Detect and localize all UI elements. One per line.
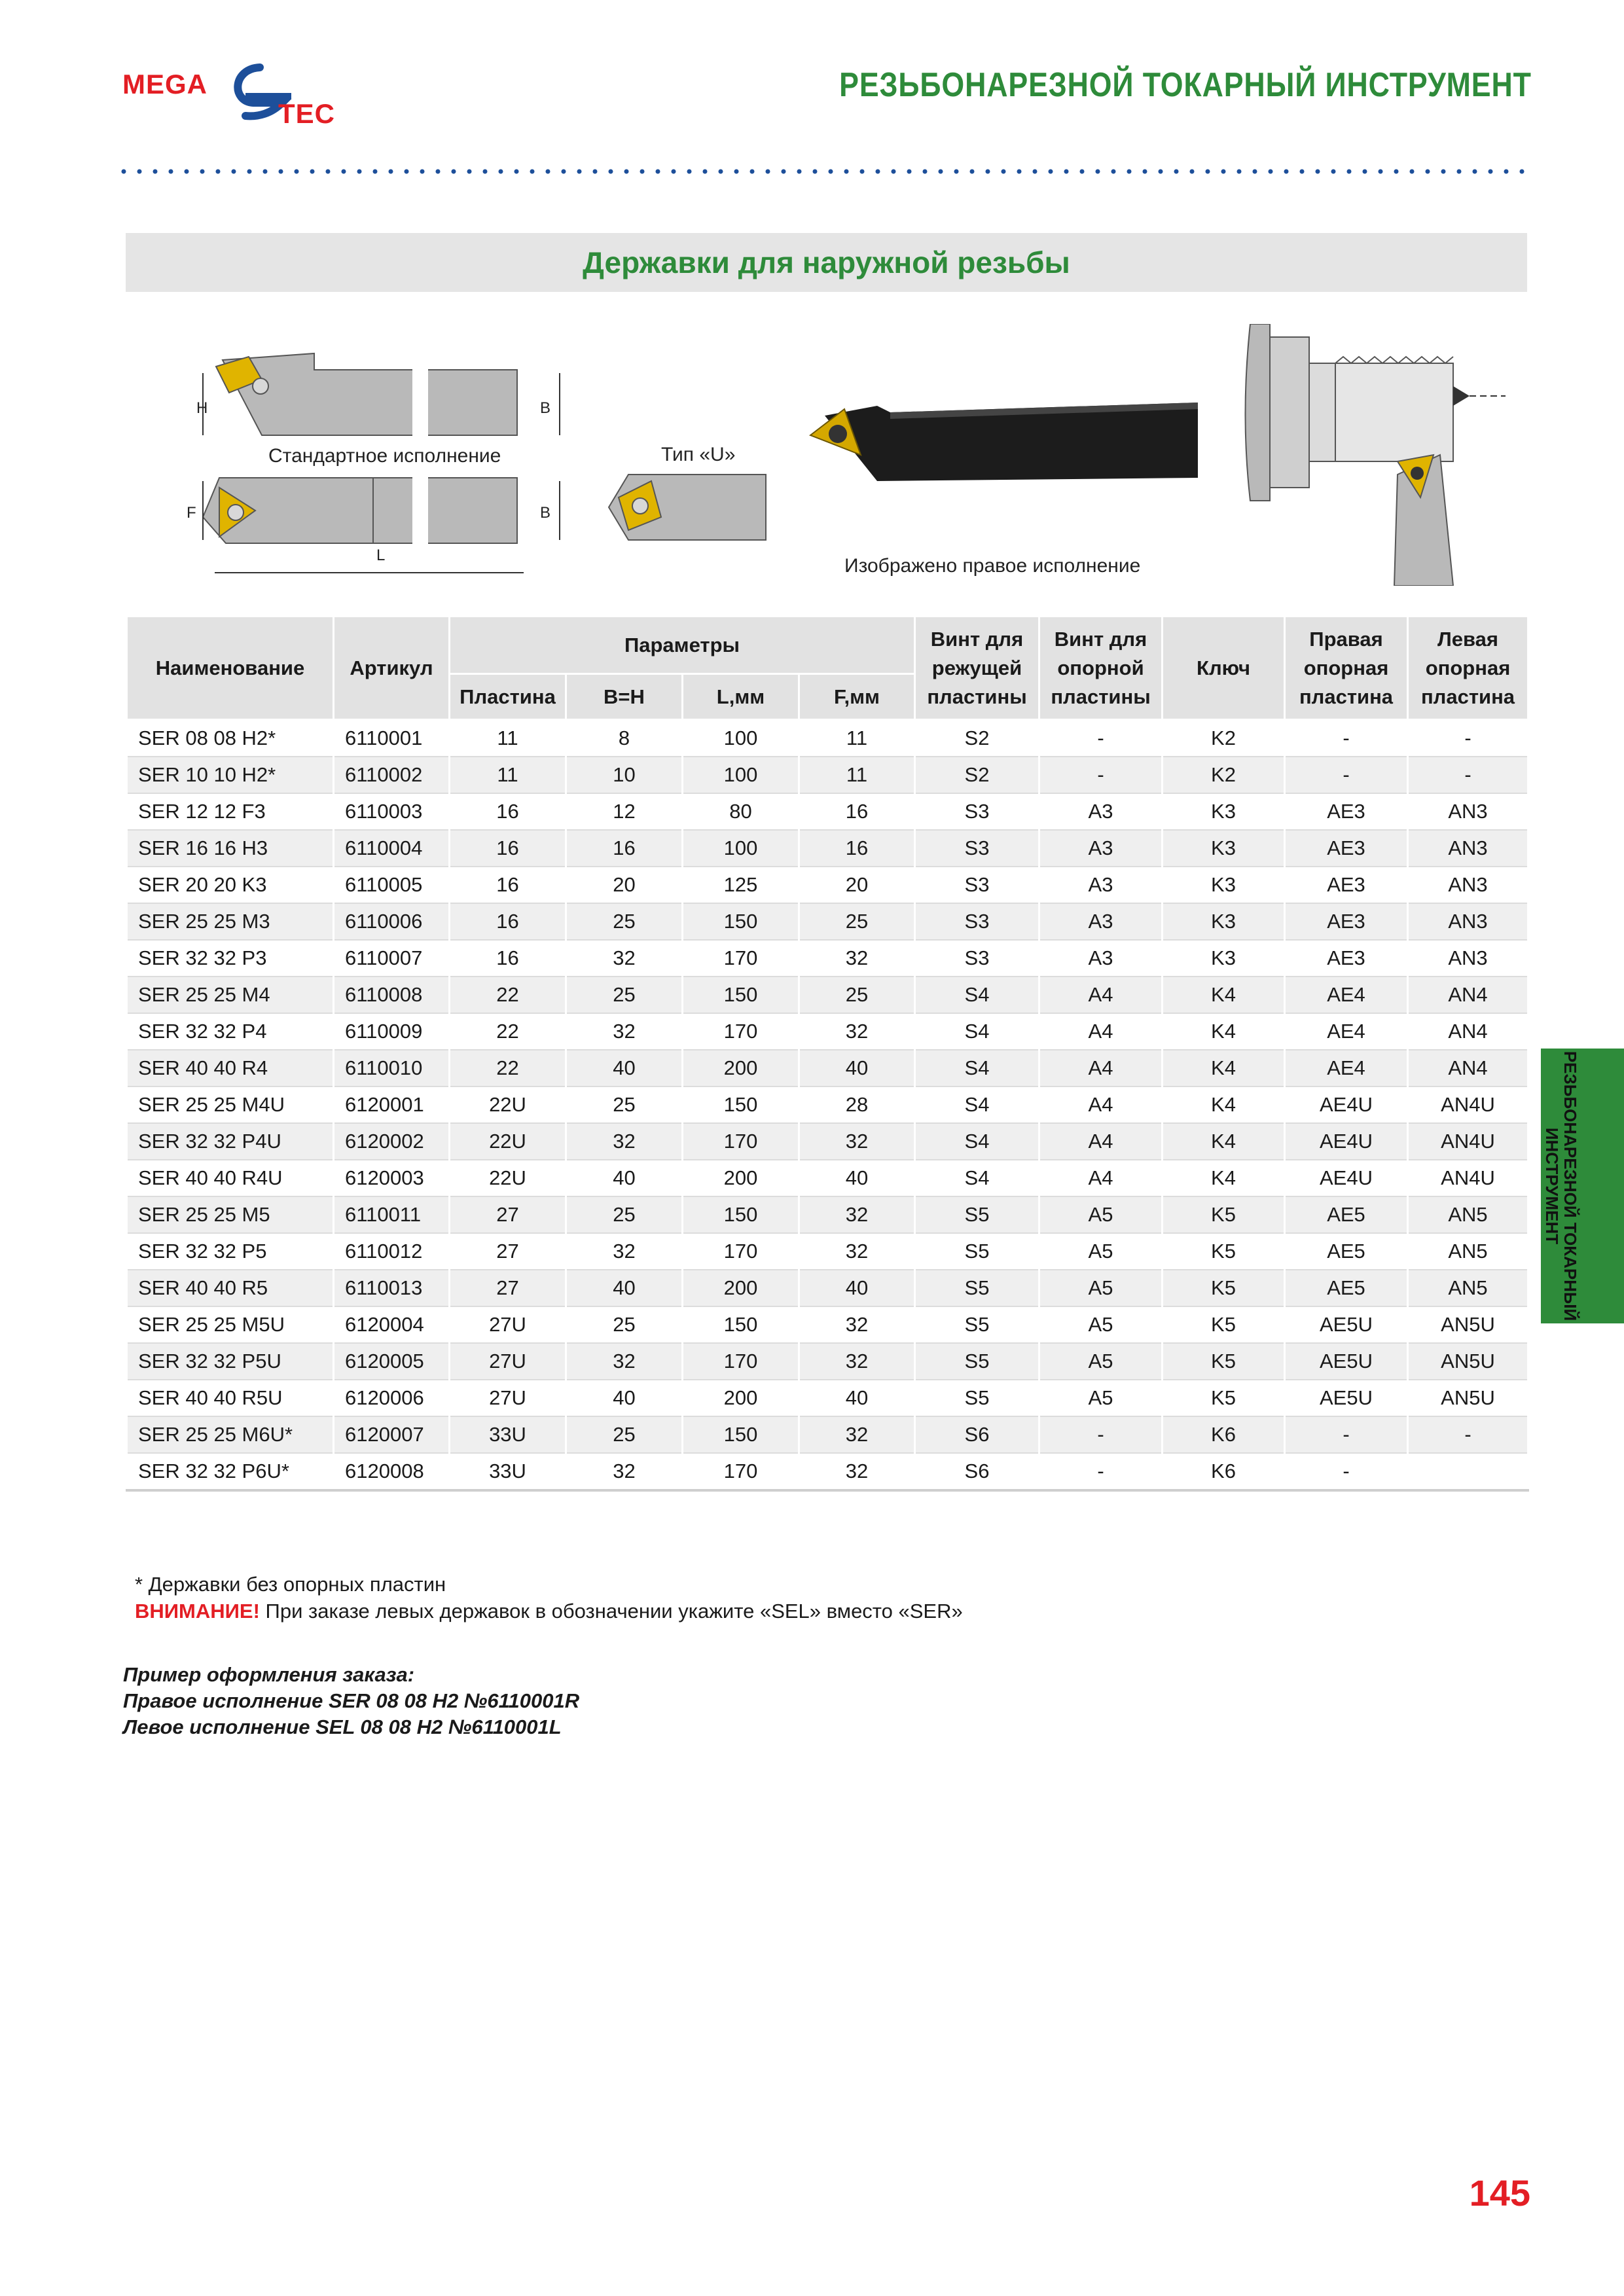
cell-length: 150 bbox=[683, 1196, 799, 1233]
col-header-insert: Пластина bbox=[450, 674, 566, 720]
cell-bh: 25 bbox=[566, 1086, 683, 1123]
cell-left-support: AN4 bbox=[1408, 1050, 1528, 1086]
cell-left-support: AN3 bbox=[1408, 793, 1528, 830]
cell-screw-support: A3 bbox=[1039, 940, 1163, 977]
cell-name: SER 40 40 R4 bbox=[127, 1050, 334, 1086]
table-row bbox=[127, 1380, 1528, 1416]
cell-screw-cut: S6 bbox=[915, 1416, 1039, 1453]
cell-insert: 16 bbox=[450, 903, 566, 940]
cell-insert: 16 bbox=[450, 867, 566, 903]
col-header-name: Наименование bbox=[127, 617, 334, 720]
cell-f: 32 bbox=[799, 1013, 915, 1050]
logo bbox=[121, 62, 344, 134]
cell-right-support: AE4U bbox=[1285, 1086, 1408, 1123]
cell-left-support: - bbox=[1408, 720, 1528, 757]
cell-length: 170 bbox=[683, 1453, 799, 1490]
cell-name: SER 16 16 H3 bbox=[127, 830, 334, 867]
table-row bbox=[127, 903, 1528, 940]
cell-length: 170 bbox=[683, 1233, 799, 1270]
cell-left-support: AN5U bbox=[1408, 1306, 1528, 1343]
logo-mega-text: MEGA bbox=[122, 69, 208, 99]
cell-insert: 22 bbox=[450, 1050, 566, 1086]
cell-screw-support: A3 bbox=[1039, 830, 1163, 867]
cell-bh: 25 bbox=[566, 1306, 683, 1343]
dim-b-bottom-label: B bbox=[540, 504, 551, 522]
cell-key: K4 bbox=[1163, 1160, 1285, 1196]
cell-screw-cut: S5 bbox=[915, 1306, 1039, 1343]
cell-key: K2 bbox=[1163, 720, 1285, 757]
cell-screw-cut: S4 bbox=[915, 1086, 1039, 1123]
cell-name: SER 32 32 P3 bbox=[127, 940, 334, 977]
col-header-right-support: Правая опорная пластина bbox=[1285, 617, 1408, 720]
cell-left-support: AN5U bbox=[1408, 1380, 1528, 1416]
cell-name: SER 32 32 P6U* bbox=[127, 1453, 334, 1490]
table-row bbox=[127, 1343, 1528, 1380]
cell-key: K5 bbox=[1163, 1233, 1285, 1270]
warning-label: ВНИМАНИЕ! bbox=[135, 1600, 260, 1623]
cell-insert: 27U bbox=[450, 1343, 566, 1380]
cell-insert: 33U bbox=[450, 1416, 566, 1453]
cell-key: K4 bbox=[1163, 977, 1285, 1013]
cell-article: 6110009 bbox=[334, 1013, 450, 1050]
cell-f: 25 bbox=[799, 977, 915, 1013]
table-row bbox=[127, 1270, 1528, 1306]
cell-insert: 16 bbox=[450, 830, 566, 867]
dim-f-label: F bbox=[187, 504, 196, 522]
cell-screw-support: A5 bbox=[1039, 1196, 1163, 1233]
cell-screw-cut: S3 bbox=[915, 830, 1039, 867]
cell-key: K5 bbox=[1163, 1196, 1285, 1233]
cell-name: SER 25 25 M5 bbox=[127, 1196, 334, 1233]
cell-key: K4 bbox=[1163, 1050, 1285, 1086]
cell-screw-support: A4 bbox=[1039, 1013, 1163, 1050]
cell-screw-cut: S5 bbox=[915, 1196, 1039, 1233]
cell-right-support: - bbox=[1285, 1453, 1408, 1490]
col-header-bh: B=H bbox=[566, 674, 683, 720]
cell-screw-cut: S2 bbox=[915, 757, 1039, 793]
cell-screw-cut: S3 bbox=[915, 903, 1039, 940]
table-row bbox=[127, 1160, 1528, 1196]
cell-key: K5 bbox=[1163, 1380, 1285, 1416]
cell-insert: 16 bbox=[450, 793, 566, 830]
table-row bbox=[127, 867, 1528, 903]
cell-name: SER 10 10 H2* bbox=[127, 757, 334, 793]
cell-name: SER 25 25 M6U* bbox=[127, 1416, 334, 1453]
cell-screw-cut: S4 bbox=[915, 1123, 1039, 1160]
cell-insert: 22U bbox=[450, 1086, 566, 1123]
cell-right-support: AE3 bbox=[1285, 793, 1408, 830]
dim-l-label: L bbox=[376, 547, 386, 564]
cell-screw-cut: S2 bbox=[915, 720, 1039, 757]
cell-screw-support: A4 bbox=[1039, 1086, 1163, 1123]
col-header-left-support: Левая опорная пластина bbox=[1408, 617, 1528, 720]
cell-name: SER 12 12 F3 bbox=[127, 793, 334, 830]
section-band bbox=[126, 233, 1527, 292]
cell-screw-support: A3 bbox=[1039, 903, 1163, 940]
cell-insert: 22 bbox=[450, 977, 566, 1013]
cell-article: 6110012 bbox=[334, 1233, 450, 1270]
cell-name: SER 25 25 M5U bbox=[127, 1306, 334, 1343]
cell-length: 200 bbox=[683, 1270, 799, 1306]
side-tab-line2: ИНСТРУМЕНТ bbox=[1542, 1127, 1562, 1245]
cell-f: 40 bbox=[799, 1050, 915, 1086]
cell-bh: 32 bbox=[566, 1123, 683, 1160]
cell-screw-cut: S5 bbox=[915, 1380, 1039, 1416]
cell-article: 6120007 bbox=[334, 1416, 450, 1453]
cell-left-support bbox=[1408, 1453, 1528, 1490]
col-header-article: Артикул bbox=[334, 617, 450, 720]
cell-screw-cut: S5 bbox=[915, 1233, 1039, 1270]
cell-f: 11 bbox=[799, 757, 915, 793]
cell-bh: 8 bbox=[566, 720, 683, 757]
cell-left-support: AN4 bbox=[1408, 977, 1528, 1013]
cell-f: 16 bbox=[799, 793, 915, 830]
table-row bbox=[127, 940, 1528, 977]
cell-name: SER 20 20 K3 bbox=[127, 867, 334, 903]
dotted-divider bbox=[121, 169, 1532, 174]
cell-right-support: AE3 bbox=[1285, 830, 1408, 867]
cell-bh: 20 bbox=[566, 867, 683, 903]
cell-screw-support: A4 bbox=[1039, 1050, 1163, 1086]
cell-screw-support: A5 bbox=[1039, 1306, 1163, 1343]
cell-insert: 33U bbox=[450, 1453, 566, 1490]
cell-bh: 25 bbox=[566, 977, 683, 1013]
cell-screw-support: - bbox=[1039, 757, 1163, 793]
cell-screw-support: A3 bbox=[1039, 867, 1163, 903]
notes bbox=[135, 1571, 963, 1624]
cell-article: 6110013 bbox=[334, 1270, 450, 1306]
cell-name: SER 40 40 R5U bbox=[127, 1380, 334, 1416]
cell-screw-support: A3 bbox=[1039, 793, 1163, 830]
type-u-label: Тип «U» bbox=[661, 444, 736, 465]
cell-key: K3 bbox=[1163, 793, 1285, 830]
table-body bbox=[127, 720, 1528, 1491]
dim-b-top-label: B bbox=[540, 399, 551, 417]
cell-f: 20 bbox=[799, 867, 915, 903]
cell-article: 6110010 bbox=[334, 1050, 450, 1086]
col-header-l: L,мм bbox=[683, 674, 799, 720]
cell-key: K3 bbox=[1163, 867, 1285, 903]
cell-right-support: - bbox=[1285, 1416, 1408, 1453]
cell-screw-cut: S6 bbox=[915, 1453, 1039, 1490]
cell-screw-support: A4 bbox=[1039, 977, 1163, 1013]
cell-left-support: AN3 bbox=[1408, 830, 1528, 867]
cell-name: SER 32 32 P5U bbox=[127, 1343, 334, 1380]
cell-length: 100 bbox=[683, 720, 799, 757]
cell-article: 6110008 bbox=[334, 977, 450, 1013]
footnote: * Державки без опорных пластин bbox=[135, 1573, 446, 1596]
cell-left-support: AN5 bbox=[1408, 1233, 1528, 1270]
cell-bh: 25 bbox=[566, 903, 683, 940]
standard-label: Стандартное исполнение bbox=[268, 445, 501, 467]
cell-right-support: AE5 bbox=[1285, 1270, 1408, 1306]
cell-left-support: AN5U bbox=[1408, 1343, 1528, 1380]
cell-f: 32 bbox=[799, 1453, 915, 1490]
holders-table bbox=[126, 615, 1529, 1492]
cell-bh: 32 bbox=[566, 1013, 683, 1050]
page-number: 145 bbox=[1469, 2172, 1530, 2214]
cell-screw-cut: S3 bbox=[915, 867, 1039, 903]
cell-insert: 27 bbox=[450, 1233, 566, 1270]
cell-f: 32 bbox=[799, 1416, 915, 1453]
cell-f: 40 bbox=[799, 1270, 915, 1306]
side-tab-line1: РЕЗЬБОНАРЕЗНОЙ ТОКАРНЫЙ bbox=[1561, 1050, 1580, 1321]
cell-name: SER 32 32 P5 bbox=[127, 1233, 334, 1270]
cell-article: 6120003 bbox=[334, 1160, 450, 1196]
table-row bbox=[127, 720, 1528, 757]
cell-insert: 22 bbox=[450, 1013, 566, 1050]
drawings-area bbox=[177, 321, 1512, 596]
cell-article: 6120002 bbox=[334, 1123, 450, 1160]
right-hand-caption: Изображено правое исполнение bbox=[844, 555, 1141, 577]
section-side-tab-text bbox=[1535, 1049, 1587, 1323]
cell-f: 32 bbox=[799, 1123, 915, 1160]
table-row bbox=[127, 757, 1528, 793]
thread-application-drawing bbox=[1237, 324, 1512, 586]
cell-length: 200 bbox=[683, 1050, 799, 1086]
cell-left-support: AN4U bbox=[1408, 1123, 1528, 1160]
cell-length: 170 bbox=[683, 1343, 799, 1380]
cell-article: 6110011 bbox=[334, 1196, 450, 1233]
cell-screw-cut: S3 bbox=[915, 793, 1039, 830]
cell-f: 16 bbox=[799, 830, 915, 867]
cell-right-support: - bbox=[1285, 720, 1408, 757]
cell-length: 170 bbox=[683, 1013, 799, 1050]
table-row bbox=[127, 1453, 1528, 1490]
cell-article: 6110001 bbox=[334, 720, 450, 757]
cell-article: 6110003 bbox=[334, 793, 450, 830]
cell-length: 150 bbox=[683, 1416, 799, 1453]
cell-screw-support: A4 bbox=[1039, 1123, 1163, 1160]
cell-name: SER 25 25 M3 bbox=[127, 903, 334, 940]
cell-length: 80 bbox=[683, 793, 799, 830]
cell-right-support: AE3 bbox=[1285, 940, 1408, 977]
cell-screw-support: A5 bbox=[1039, 1343, 1163, 1380]
col-header-params: Параметры bbox=[450, 617, 915, 674]
order-example-title: Пример оформления заказа: bbox=[123, 1663, 415, 1686]
cell-left-support: AN5 bbox=[1408, 1270, 1528, 1306]
cell-name: SER 08 08 H2* bbox=[127, 720, 334, 757]
cell-length: 150 bbox=[683, 977, 799, 1013]
cell-left-support: AN4U bbox=[1408, 1160, 1528, 1196]
cell-screw-cut: S5 bbox=[915, 1270, 1039, 1306]
cell-right-support: AE4U bbox=[1285, 1160, 1408, 1196]
cell-name: SER 32 32 P4 bbox=[127, 1013, 334, 1050]
cell-key: K5 bbox=[1163, 1270, 1285, 1306]
cell-f: 40 bbox=[799, 1160, 915, 1196]
cell-f: 28 bbox=[799, 1086, 915, 1123]
order-example bbox=[123, 1662, 579, 1740]
table-row bbox=[127, 1233, 1528, 1270]
cell-bh: 40 bbox=[566, 1160, 683, 1196]
cell-insert: 16 bbox=[450, 940, 566, 977]
cell-left-support: AN4 bbox=[1408, 1013, 1528, 1050]
cell-length: 200 bbox=[683, 1160, 799, 1196]
cell-name: SER 25 25 M4 bbox=[127, 977, 334, 1013]
cell-bh: 40 bbox=[566, 1050, 683, 1086]
cell-bh: 25 bbox=[566, 1196, 683, 1233]
cell-key: K3 bbox=[1163, 903, 1285, 940]
cell-right-support: AE4U bbox=[1285, 1123, 1408, 1160]
order-example-left: Левое исполнение SEL 08 08 H2 №6110001L bbox=[123, 1715, 562, 1738]
cell-left-support: AN5 bbox=[1408, 1196, 1528, 1233]
table-row bbox=[127, 1050, 1528, 1086]
cell-length: 150 bbox=[683, 903, 799, 940]
col-header-key: Ключ bbox=[1163, 617, 1285, 720]
cell-article: 6110002 bbox=[334, 757, 450, 793]
cell-length: 150 bbox=[683, 1306, 799, 1343]
cell-name: SER 32 32 P4U bbox=[127, 1123, 334, 1160]
cell-left-support: AN4U bbox=[1408, 1086, 1528, 1123]
col-header-screw-cut: Винт для режущей пластины bbox=[915, 617, 1039, 720]
cell-key: K4 bbox=[1163, 1123, 1285, 1160]
cell-screw-support: - bbox=[1039, 720, 1163, 757]
cell-screw-cut: S4 bbox=[915, 1013, 1039, 1050]
section-title: Державки для наружной резьбы bbox=[583, 245, 1070, 279]
cell-name: SER 40 40 R4U bbox=[127, 1160, 334, 1196]
cell-screw-support: A5 bbox=[1039, 1270, 1163, 1306]
cell-article: 6120005 bbox=[334, 1343, 450, 1380]
cell-right-support: AE4 bbox=[1285, 1050, 1408, 1086]
table-row bbox=[127, 1196, 1528, 1233]
cell-article: 6120006 bbox=[334, 1380, 450, 1416]
col-header-screw-support: Винт для опорной пластины bbox=[1039, 617, 1163, 720]
table-row bbox=[127, 977, 1528, 1013]
cell-f: 11 bbox=[799, 720, 915, 757]
cell-screw-cut: S5 bbox=[915, 1343, 1039, 1380]
cell-article: 6110004 bbox=[334, 830, 450, 867]
type-u-drawing bbox=[602, 468, 772, 553]
cell-name: SER 40 40 R5 bbox=[127, 1270, 334, 1306]
cell-bh: 16 bbox=[566, 830, 683, 867]
cell-article: 6120004 bbox=[334, 1306, 450, 1343]
cell-f: 32 bbox=[799, 940, 915, 977]
cell-f: 32 bbox=[799, 1233, 915, 1270]
cell-bh: 25 bbox=[566, 1416, 683, 1453]
cell-key: K5 bbox=[1163, 1306, 1285, 1343]
cell-right-support: AE5U bbox=[1285, 1343, 1408, 1380]
cell-article: 6120008 bbox=[334, 1453, 450, 1490]
cell-left-support: - bbox=[1408, 1416, 1528, 1453]
cell-length: 125 bbox=[683, 867, 799, 903]
cell-f: 32 bbox=[799, 1306, 915, 1343]
cell-right-support: AE4 bbox=[1285, 977, 1408, 1013]
cell-article: 6110006 bbox=[334, 903, 450, 940]
cell-screw-cut: S4 bbox=[915, 1050, 1039, 1086]
cell-length: 170 bbox=[683, 1123, 799, 1160]
table-row bbox=[127, 1123, 1528, 1160]
cell-left-support: AN3 bbox=[1408, 940, 1528, 977]
cell-right-support: AE5 bbox=[1285, 1233, 1408, 1270]
cell-f: 40 bbox=[799, 1380, 915, 1416]
cell-right-support: - bbox=[1285, 757, 1408, 793]
dim-h-label: H bbox=[196, 399, 208, 417]
cell-bh: 32 bbox=[566, 1453, 683, 1490]
cell-left-support: - bbox=[1408, 757, 1528, 793]
cell-key: K6 bbox=[1163, 1416, 1285, 1453]
cell-screw-cut: S3 bbox=[915, 940, 1039, 977]
cell-right-support: AE5U bbox=[1285, 1306, 1408, 1343]
table-row bbox=[127, 1086, 1528, 1123]
cell-length: 100 bbox=[683, 757, 799, 793]
cell-name: SER 25 25 M4U bbox=[127, 1086, 334, 1123]
cell-right-support: AE4 bbox=[1285, 1013, 1408, 1050]
order-example-right: Правое исполнение SER 08 08 H2 №6110001R bbox=[123, 1689, 580, 1712]
cell-length: 150 bbox=[683, 1086, 799, 1123]
cell-right-support: AE3 bbox=[1285, 867, 1408, 903]
warning-text: При заказе левых державок в обозначении укажите «SEL» вместо «SER» bbox=[259, 1600, 963, 1623]
col-header-f: F,мм bbox=[799, 674, 915, 720]
cell-screw-support: A4 bbox=[1039, 1160, 1163, 1196]
cell-insert: 27U bbox=[450, 1380, 566, 1416]
cell-insert: 27U bbox=[450, 1306, 566, 1343]
cell-insert: 11 bbox=[450, 720, 566, 757]
cell-length: 200 bbox=[683, 1380, 799, 1416]
cell-screw-cut: S4 bbox=[915, 1160, 1039, 1196]
cell-article: 6120001 bbox=[334, 1086, 450, 1123]
table-row bbox=[127, 1416, 1528, 1453]
table-row bbox=[127, 1306, 1528, 1343]
cell-length: 100 bbox=[683, 830, 799, 867]
cell-key: K6 bbox=[1163, 1453, 1285, 1490]
cell-right-support: AE3 bbox=[1285, 903, 1408, 940]
cell-article: 6110005 bbox=[334, 867, 450, 903]
table-row bbox=[127, 793, 1528, 830]
cell-right-support: AE5U bbox=[1285, 1380, 1408, 1416]
cell-bh: 32 bbox=[566, 1233, 683, 1270]
cell-screw-support: A5 bbox=[1039, 1380, 1163, 1416]
cell-left-support: AN3 bbox=[1408, 867, 1528, 903]
cell-f: 32 bbox=[799, 1196, 915, 1233]
logo-tec-text: TEC bbox=[278, 98, 335, 129]
header-title: РЕЗЬБОНАРЕЗНОЙ ТОКАРНЫЙ ИНСТРУМЕНТ bbox=[839, 66, 1532, 104]
cell-bh: 40 bbox=[566, 1270, 683, 1306]
cell-f: 32 bbox=[799, 1343, 915, 1380]
cell-left-support: AN3 bbox=[1408, 903, 1528, 940]
cell-bh: 32 bbox=[566, 1343, 683, 1380]
cell-insert: 27 bbox=[450, 1270, 566, 1306]
cell-insert: 22U bbox=[450, 1123, 566, 1160]
table-row bbox=[127, 1013, 1528, 1050]
cell-insert: 11 bbox=[450, 757, 566, 793]
cell-length: 170 bbox=[683, 940, 799, 977]
table-row bbox=[127, 830, 1528, 867]
cell-key: K3 bbox=[1163, 940, 1285, 977]
cell-bh: 12 bbox=[566, 793, 683, 830]
cell-right-support: AE5 bbox=[1285, 1196, 1408, 1233]
cell-key: K5 bbox=[1163, 1343, 1285, 1380]
cell-bh: 40 bbox=[566, 1380, 683, 1416]
cell-screw-support: - bbox=[1039, 1416, 1163, 1453]
cell-screw-support: - bbox=[1039, 1453, 1163, 1490]
cell-bh: 10 bbox=[566, 757, 683, 793]
cell-screw-cut: S4 bbox=[915, 977, 1039, 1013]
cell-key: K2 bbox=[1163, 757, 1285, 793]
cell-screw-support: A5 bbox=[1039, 1233, 1163, 1270]
cell-insert: 22U bbox=[450, 1160, 566, 1196]
cell-key: K4 bbox=[1163, 1086, 1285, 1123]
cell-article: 6110007 bbox=[334, 940, 450, 977]
warning-line bbox=[135, 1598, 963, 1624]
cell-key: K3 bbox=[1163, 830, 1285, 867]
cell-f: 25 bbox=[799, 903, 915, 940]
cell-key: K4 bbox=[1163, 1013, 1285, 1050]
cell-insert: 27 bbox=[450, 1196, 566, 1233]
cell-bh: 32 bbox=[566, 940, 683, 977]
holder-photo bbox=[805, 389, 1211, 488]
